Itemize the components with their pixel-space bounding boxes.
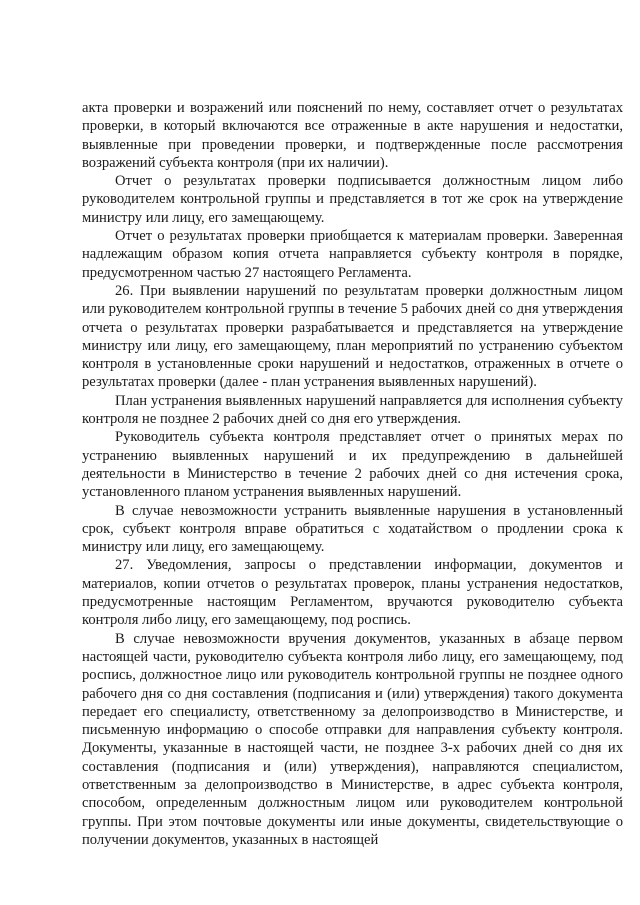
- paragraph-section-27: 27. Уведомления, запросы о представлении информации, документов и материалов, копии отчетов о результатах проверок, планы устранения недостатков, предусмотренные настоящим Регламентом, вручаются руководителю субъекта контроля либо лицу, его замещающему, под роспись.: [82, 557, 623, 629]
- paragraph-head-report: Руководитель субъекта контроля представляет отчет о принятых мерах по устранению выявленных нарушений и их предупреждению в дальнейшей деятельности в Министерство в течение 2 рабочих дней со дня истечения срока, установленного планом устранения выявленных нарушений.: [82, 429, 623, 501]
- paragraph-delivery-impossible: В случае невозможности вручения документов, указанных в абзаце первом настоящей части, руководителю субъекта контроля либо лицу, его замещающему, под роспись, должностное лицо или руководитель контрольной группы не позднее одного рабочего дня со дня составления (подписания и (или) утверждения) такого документа передает его специалисту, ответственному за делопроизводство в Министерстве, и письменную информацию о способе отправки для направления субъекту контроля. Документы, указанные в настоящей части, не позднее 3-х рабочих дней со дня их составления (подписания и (или) утверждения), направляются специалистом, ответственным за делопроизводство в Министерстве, в адрес субъекта контроля, способом, определенным должностным лицом или руководителем контрольной группы. При этом почтовые документы или иные документы, свидетельствующие о получении документов, указанных в настоящей: [82, 630, 623, 848]
- paragraph-section-26: 26. При выявлении нарушений по результатам проверки должностным лицом или руководителем контрольной группы в течение 5 рабочих дней со дня утверждения отчета о результатах проверки разрабатывается и представляется на утверждение министру или лицу, его замещающему, план мероприятий по устранению субъектом контроля в установленные сроки нарушений и недостатков, отраженных в отчете о результатах проверки (далее - план устранения выявленных нарушений).: [82, 282, 623, 391]
- paragraph-report-continuation: акта проверки и возражений или пояснений по нему, составляет отчет о результатах проверки, в который включаются все отраженные в акте нарушения и недостатки, выявленные при проведении проверки, и подтвержденные после рассмотрения возражений субъекта контроля (при их наличии).: [82, 100, 623, 171]
- paragraph-plan-sending: План устранения выявленных нарушений направляется для исполнения субъекту контроля не позднее 2 рабочих дней со дня его утверждения.: [82, 392, 623, 428]
- paragraph-extension-request: В случае невозможности устранить выявленные нарушения в установленный срок, субъект контроля вправе обратиться с ходатайством о продлении срока к министру или лицу, его замещающему.: [82, 502, 623, 556]
- paragraph-report-attachment: Отчет о результатах проверки приобщается к материалам проверки. Заверенная надлежащим образом копия отчета направляется субъекту контроля в порядке, предусмотренном частью 27 настоящего Регламента.: [82, 228, 623, 281]
- document-body: [82, 99, 623, 849]
- paragraph-report-signing: Отчет о результатах проверки подписывается должностным лицом либо руководителем контрольной группы и представляется в тот же срок на утверждение министру или лицу, его замещающему.: [82, 173, 623, 226]
